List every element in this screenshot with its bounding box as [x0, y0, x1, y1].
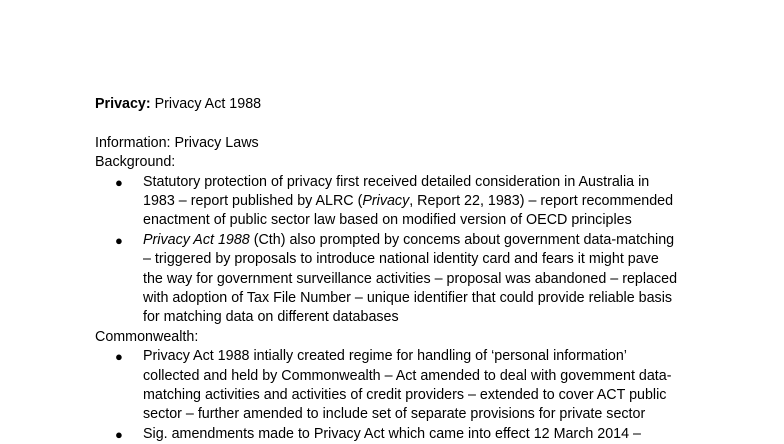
- text-line: Statutory protection of privacy first received detailed consideration in Australia in: [143, 173, 650, 190]
- background-list: [95, 173, 735, 328]
- italic-text: Privacy Act 1988: [143, 231, 250, 248]
- text-line: [143, 192, 735, 211]
- text-line: collected and held by Commonwealth – Act amended to deal with govemment data-: [143, 367, 672, 384]
- background-heading: Background:: [95, 154, 176, 171]
- title-text: Privacy Act 1988: [150, 96, 262, 112]
- information-line: Information: Privacy Laws: [95, 134, 259, 151]
- title-label: Privacy:: [95, 96, 151, 112]
- text-line: – triggered by proposals to introduce national identity card and fears it might pave: [143, 251, 659, 268]
- italic-text: Privacy: [362, 193, 410, 210]
- list-item: [95, 347, 735, 425]
- text-line: with adoption of Tax File Number – unique identifier that could provide reliable basis: [143, 290, 673, 307]
- bullet-icon: ●: [115, 174, 123, 190]
- text-segment: (Cth) also prompted by concems about government data-matching: [249, 231, 675, 248]
- document-title: [95, 95, 735, 114]
- bullet-icon: ●: [115, 349, 123, 365]
- spacer: [95, 114, 735, 133]
- text-line: Sig. amendments made to Privacy Act which came into effect 12 March 2014 –: [143, 425, 641, 442]
- text-line: matching activities and activities of credit providers – extended to cover ACT public: [143, 387, 667, 404]
- text-line: the way for government surveillance activities – proposal was abandoned – replaced: [143, 270, 678, 287]
- commonwealth-list: [95, 347, 735, 444]
- list-item: [95, 231, 735, 328]
- list-item: [95, 425, 735, 444]
- text-line: sector – further amended to include set of separate provisions for private sector: [143, 406, 646, 423]
- document-page: [95, 95, 735, 444]
- list-item: [95, 173, 735, 231]
- commonwealth-heading: Commonwealth:: [95, 328, 199, 345]
- text-line: for matching data on different databases: [143, 309, 399, 326]
- text-segment: , Report 22, 1983) – report recommended: [409, 193, 674, 210]
- text-line: enactment of public sector law based on modified version of OECD principles: [143, 212, 632, 229]
- text-line: [143, 231, 735, 250]
- bullet-icon: ●: [115, 426, 123, 442]
- text-line: Privacy Act 1988 intially created regime for handling of ‘personal information’: [143, 348, 627, 365]
- bullet-icon: ●: [115, 232, 123, 248]
- text-segment: 1983 – report published by ALRC (: [143, 193, 363, 210]
